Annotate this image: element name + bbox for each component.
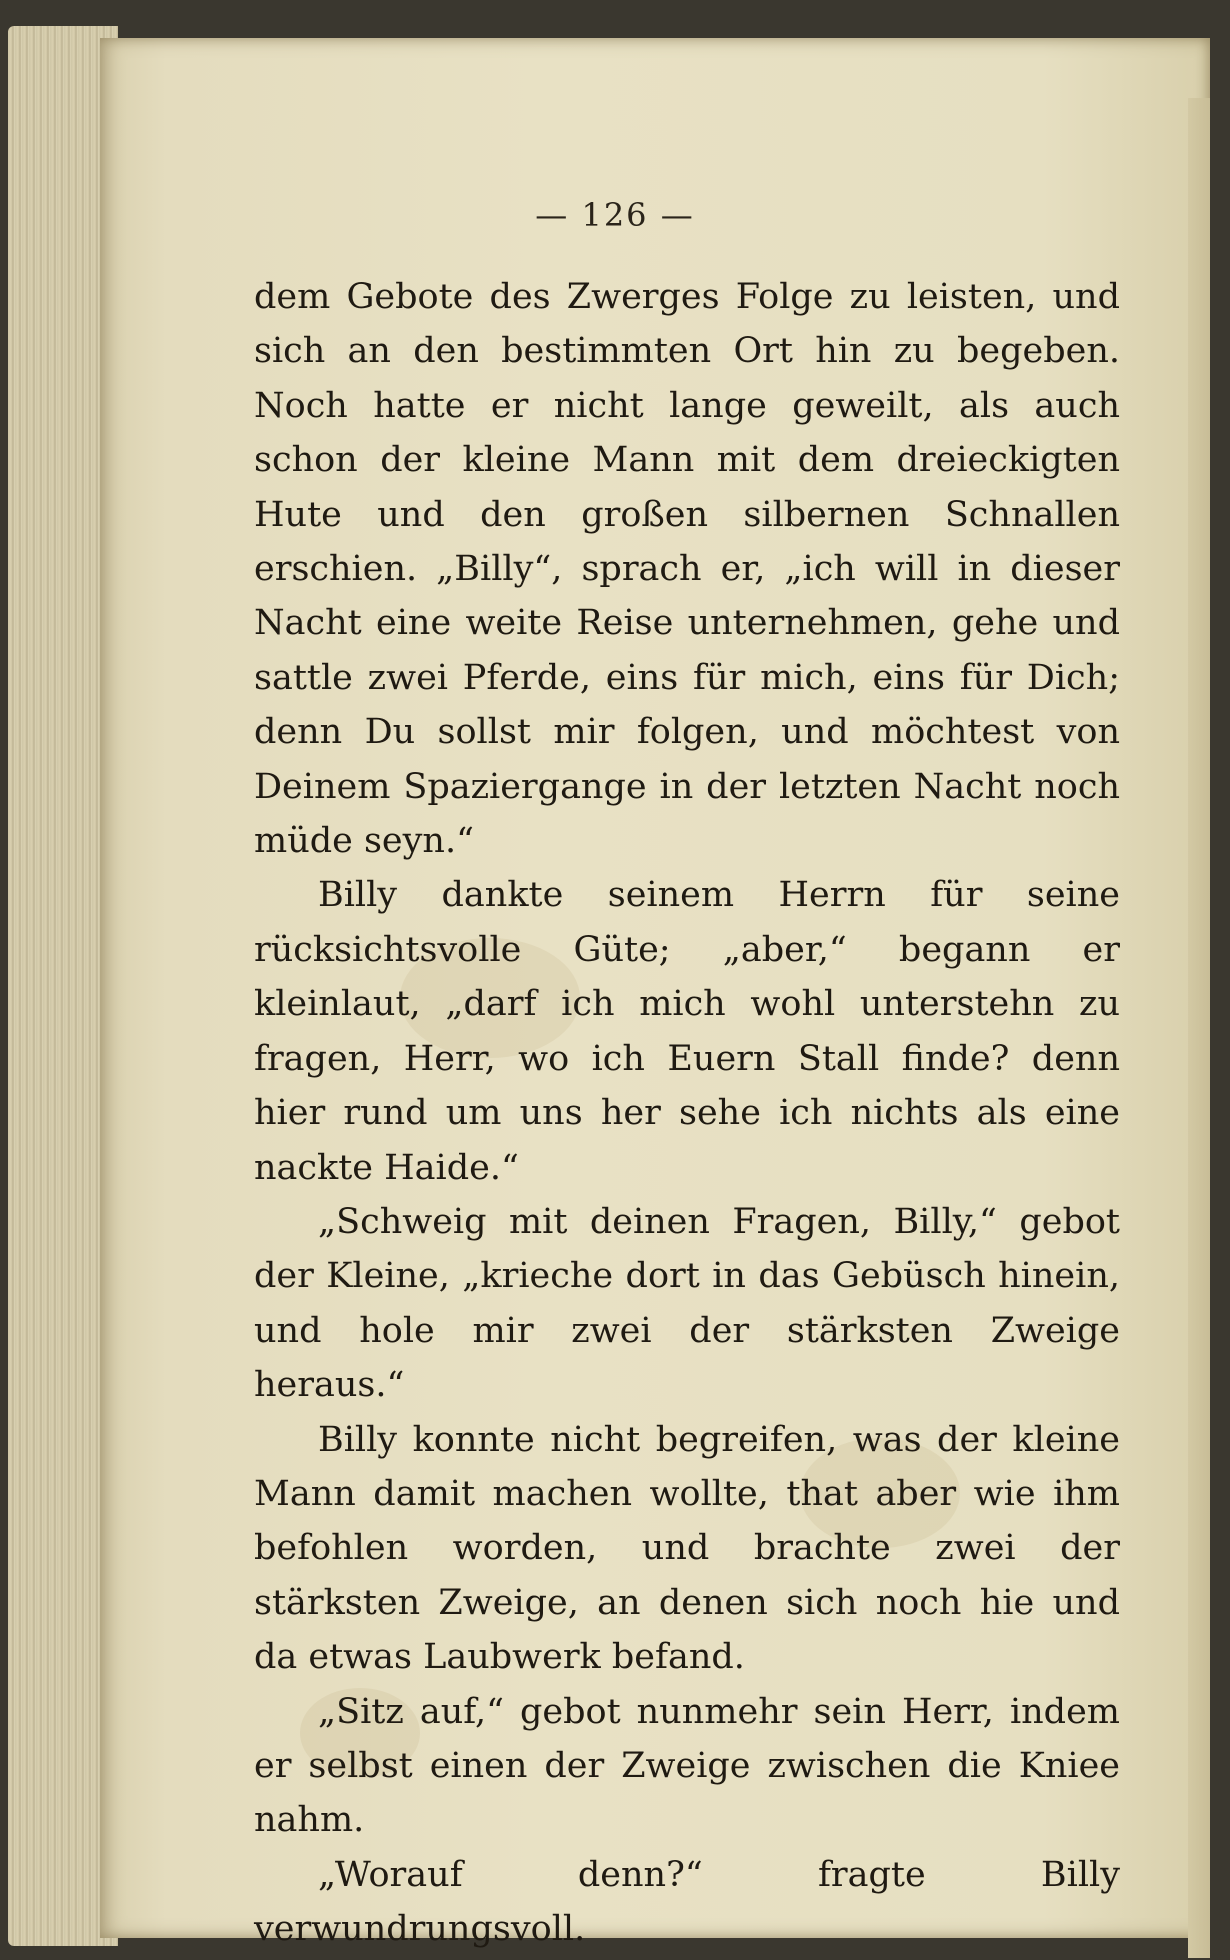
paragraph-5: „Sitz auf,“ gebot nunmehr sein Herr, indem er selbst einen der Zweige zwischen die Kniee nahm. <box>254 1691 1120 1841</box>
paragraph-6: „Worauf denn?“ fragte Billy verwundrungsvoll. <box>254 1854 1120 1950</box>
paragraph-1: dem Gebote des Zwerges Folge zu leisten, und sich an den bestimmten Ort hin zu begeben. Noch hatte er nicht lange geweilt, als auch schon der kleine Mann mit dem dreieckigten Hute und den großen silbernen Schnallen erschien. „Billy“, sprach er, „ich will in dieser Nacht eine weite Reise unternehmen, gehe und sattle zwei Pferde, eins für mich, eins für Dich; denn Du sollst mir folgen, und möchtest von Deinem Spaziergange in der letzten Nacht noch müde seyn.“ <box>254 277 1120 862</box>
paragraph-3: „Schweig mit deinen Fragen, Billy,“ gebot der Kleine, „krieche dort in das Gebüsch hinein, und hole mir zwei der stärksten Zweige heraus.“ <box>254 1201 1120 1406</box>
body-text <box>254 270 1120 1957</box>
paragraph-4: Billy konnte nicht begreifen, was der kleine Mann damit machen wollte, that aber wie ihm befohlen worden, und brachte zwei der stärksten Zweige, an denen sich noch hie und da etwas Laubwerk befand. <box>254 1419 1120 1678</box>
page-gutter-right <box>1188 98 1210 1958</box>
paragraph-2: Billy dankte seinem Herrn für seine rücksichtsvolle Güte; „aber,“ begann er kleinlaut, „darf ich mich wohl unterstehn zu fragen, Herr, wo ich Euern Stall finde? denn hier rund um uns her sehe ich nichts als eine nackte Haide.“ <box>254 875 1120 1188</box>
page-number: — 126 — <box>535 196 695 234</box>
